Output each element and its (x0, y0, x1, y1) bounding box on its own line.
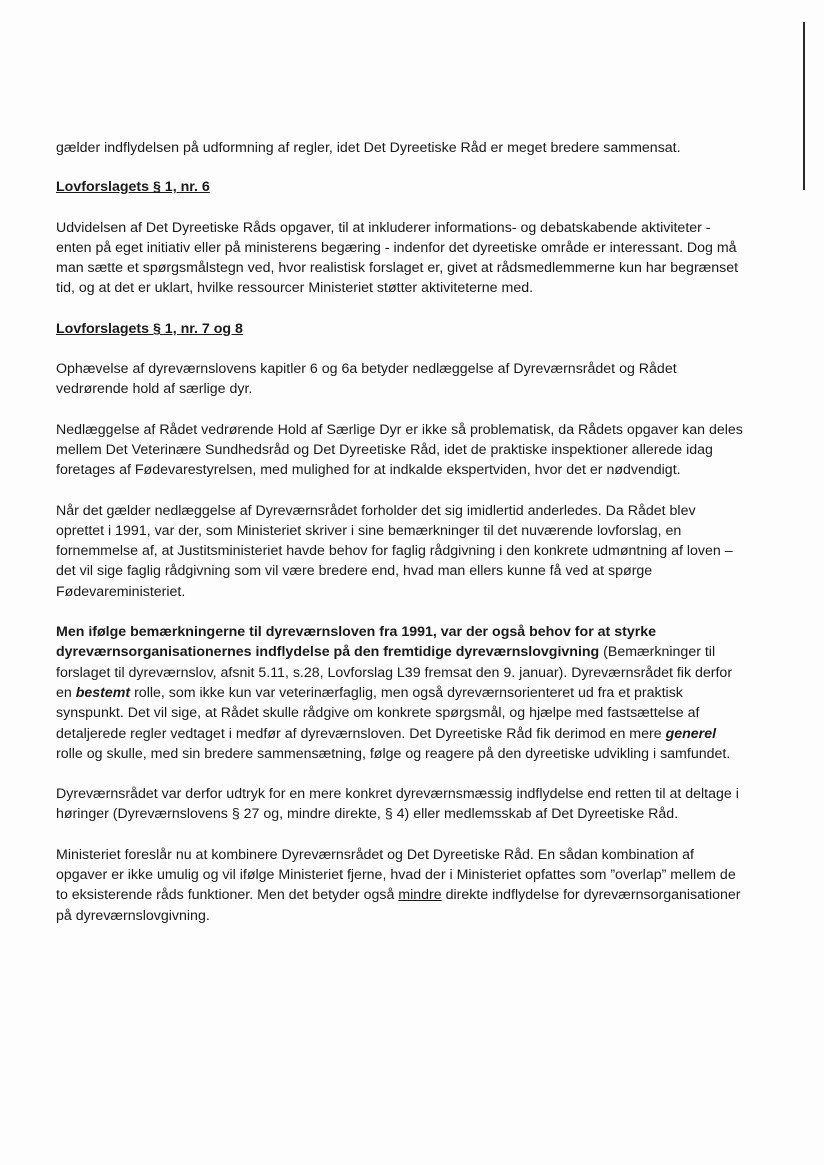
combine-text-1: Ministeriet foreslår nu at kombinere Dyreværnsrådet og Det Dyreetiske Råd. En sådan kombination af opgaver er ikke umulig og vil ifølge Ministeriet fjerne, hvad der i Ministeriet opfattes som ”overlap” mellem de to eksisterende råds funktioner. Men det betyder også (56, 846, 736, 904)
remarks-emphasis-generel: generel (665, 725, 717, 742)
paragraph-section-6: Udvidelsen af Det Dyreetiske Råds opgaver, til at inkluderer informations- og debatskabende aktiviteter - enten på eget initiativ eller på ministerens begæring - indenfor det dyreetiske område er interessant. Dog må man sætte et spørgsmålstegn ved, hvor realistisk forslaget er, givet at rådsmedlemmerne kun har begrænset tid, og at det er uklart, hvilke ressourcer Ministeriet støtter aktiviteterne med. (56, 219, 739, 297)
paragraph-intro: gælder indflydelsen på udformning af regler, idet Det Dyreetiske Råd er meget bredere sammensat. (56, 140, 681, 156)
paragraph-history: Når det gælder nedlæggelse af Dyreværnsrådet forholder det sig imidlertid anderledes. Da Rådet blev oprettet i 1991, var der, som Ministeriet skriver i sine bemærkninger til det nuværende lovforslag, en fornemmelse af, at Justitsministeriet havde behov for faglig rådgivning i den konkrete udmøntning af loven – det vil sige faglig rådgivning som vil være bredere end, hvad man ellers kunne få ved at spørge Fødevareministeriet. (56, 502, 733, 600)
combine-underlined-mindre: mindre (398, 887, 442, 904)
paragraph-expression: Dyreværnsrådet var derfor udtryk for en mere konkret dyreværnsmæssig indflydelse end retten til at deltage i høringer (Dyreværnslovens § 27 og, mindre direkte, § 4) eller medlemsskab af Det Dyreetiske Råd. (56, 786, 739, 823)
scan-edge-line (803, 22, 805, 190)
remarks-text-3: rolle og skulle, med sin bredere sammensætning, følge og reagere på den dyreetiske udvikling i samfundet. (56, 745, 731, 762)
combine-text-2: direkte indflydelse for dyreværnsorganisationer på dyreværnslovgivning. (56, 887, 741, 924)
paragraph-special-animals: Nedlæggelse af Rådet vedrørende Hold af Særlige Dyr er ikke så problematisk, da Rådets opgaver kan deles mellem Det Veterinære Sundhedsråd og Det Dyreetiske Råd, idet de praktiske inspektioner allerede idag foretages af Fødevarestyrelsen, med mulighed for at indkalde ekspertviden, hvor det er nødvendigt. (56, 421, 743, 479)
remarks-bold-text: Men ifølge bemærkningerne til dyreværnsloven fra 1991, var der også behov for at styrke dyreværnsorganisationernes indflydelse på den fremtidige dyreværnslovgivning (56, 624, 657, 661)
remarks-text-1: (Bemærkninger til forslaget til dyreværnslov, afsnit 5.11, s.28, Lovforslag L39 fremsat den 9. januar). Dyreværnsrådet fik derfor en (56, 644, 733, 701)
heading-section-6: Lovforslagets § 1, nr. 6 (56, 179, 210, 196)
paragraph-combine (56, 845, 746, 926)
remarks-text-2: rolle, som ikke kun var veterinærfaglig, men også dyreværnsorienteret ud fra et praktisk synspunkt. Det vil sige, at Rådet skulle rådgive om konkrete spørgsmål, og hjælpe med fastsættelse af detaljerede regler vedtaget i medfør af dyreværnsloven. Det Dyreetiske Råd fik derimod en mere (56, 684, 700, 742)
paragraph-remarks (56, 622, 746, 764)
paragraph-repeal: Ophævelse af dyreværnslovens kapitler 6 og 6a betyder nedlæggelse af Dyreværnsrådet og Rådet vedrørende hold af særlige dyr. (56, 361, 677, 398)
heading-section-7-8: Lovforslagets § 1, nr. 7 og 8 (56, 320, 243, 337)
remarks-emphasis-bestemt: bestemt (75, 684, 131, 701)
document-body (56, 138, 746, 946)
